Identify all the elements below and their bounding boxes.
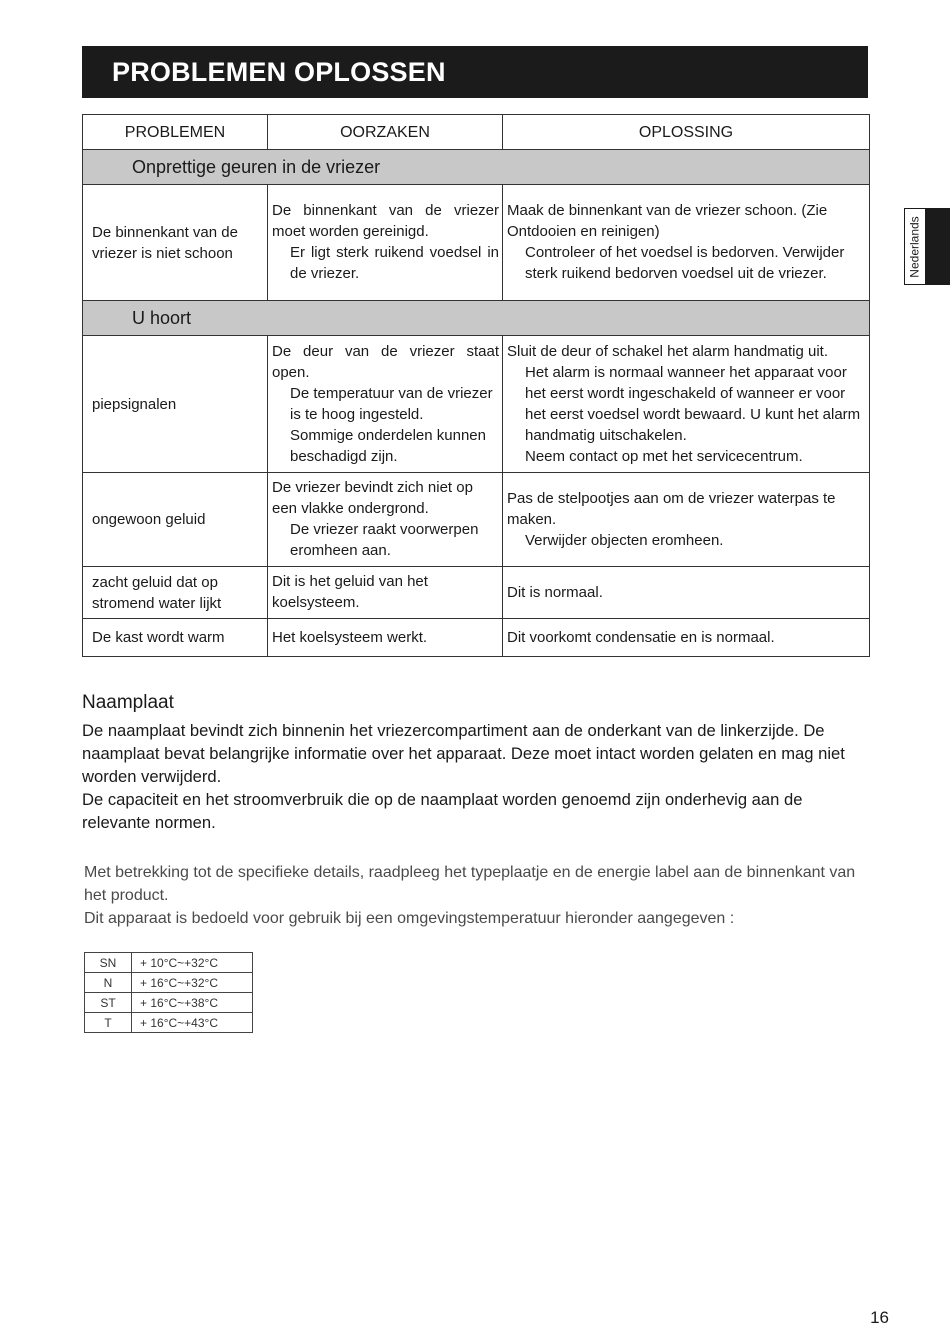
temperature-range: + 10°C~+32°C: [132, 953, 253, 973]
list-item: Neem contact op met het servicecentrum.: [525, 447, 803, 465]
table-row: [83, 567, 870, 619]
section-title: U hoort: [83, 301, 870, 336]
troubleshooting-table: [82, 114, 870, 657]
table-row: [85, 993, 253, 1013]
nameplate-paragraph: De capaciteit en het stroomverbruik die op de naamplaat worden genoemd zijn onderhevig aan de relevante normen.: [82, 790, 803, 832]
climate-class: T: [85, 1013, 132, 1033]
solution-cell: Sluit de deur of schakel het alarm handmatig uit. Het alarm is normaal wanneer het apparaat voor het eerst wordt ingeschakeld of wanneer er voor het eerst voedsel wordt bewaard. U kunt het alarm handmatig uitschakelen. Neem contact op met het servicecentrum.: [503, 336, 870, 473]
list-item: Er ligt sterk ruikend voedsel in de vriezer.: [290, 244, 499, 282]
temperature-range: + 16°C~+43°C: [132, 1013, 253, 1033]
problem-cell: De kast wordt warm: [83, 619, 268, 657]
table-row: [83, 619, 870, 657]
cause-cell: De vriezer bevindt zich niet op een vlakke ondergrond. De vriezer raakt voorwerpen eromheen aan.: [268, 473, 503, 567]
climate-class: SN: [85, 953, 132, 973]
solution-cell: Dit is normaal.: [503, 567, 870, 619]
cause-cell: De binnenkant van de vriezer moet worden gereinigd. Er ligt sterk ruikend voedsel in de vriezer.: [268, 185, 503, 301]
problem-cell: De binnenkant van de vriezer is niet schoon: [83, 185, 268, 301]
climate-class: N: [85, 973, 132, 993]
list-item: De temperatuur van de vriezer is te hoog ingesteld.: [290, 384, 493, 423]
solution-cell: Dit voorkomt condensatie en is normaal.: [503, 619, 870, 657]
page-title: PROBLEMEN OPLOSSEN: [112, 57, 446, 87]
nameplate-paragraph: De naamplaat bevindt zich binnenin het vriezercompartiment aan de onderkant van de linkerzijde. De naamplaat bevat belangrijke informatie over het apparaat. Deze moet intact worden gelaten en mag niet worden verwijderd.: [82, 721, 845, 786]
list-item: De vriezer raakt voorwerpen eromheen aan.: [290, 521, 479, 559]
column-header-solution: OPLOSSING: [503, 115, 870, 150]
problem-cell: zacht geluid dat op stromend water lijkt: [83, 567, 268, 619]
list-item: Het alarm is normaal wanneer het apparaat voor het eerst wordt ingeschakeld of wanneer er voor het eerst voedsel wordt bewaard. U kunt het alarm handmatig uitschakelen.: [525, 363, 861, 444]
list-item: Verwijder objecten eromheen.: [525, 531, 724, 549]
problem-cell: ongewoon geluid: [83, 473, 268, 567]
climate-class-table: [84, 952, 253, 1033]
table-row: [85, 973, 253, 993]
climate-class: ST: [85, 993, 132, 1013]
language-tab: [904, 208, 950, 285]
temperature-range: + 16°C~+32°C: [132, 973, 253, 993]
table-row: [83, 336, 870, 473]
temperature-range: + 16°C~+38°C: [132, 993, 253, 1013]
page-number: 16: [870, 1308, 889, 1327]
section-row: [83, 301, 870, 336]
cause-cell: Dit is het geluid van het koelsysteem.: [268, 567, 503, 619]
table-header-row: [83, 115, 870, 150]
list-item: Sommige onderdelen kunnen beschadigd zijn.: [290, 426, 486, 465]
table-row: [85, 1013, 253, 1033]
cause-cell: Het koelsysteem werkt.: [268, 619, 503, 657]
solution-cell: Maak de binnenkant van de vriezer schoon. (Zie Ontdooien en reinigen) Controleer of het voedsel is bedorven. Verwijder sterk ruikend bedorven voedsel uit de vriezer.: [503, 185, 870, 301]
cause-cell: De deur van de vriezer staat open. De temperatuur van de vriezer is te hoog ingesteld. Sommige onderdelen kunnen beschadigd zijn.: [268, 336, 503, 473]
list-item: Controleer of het voedsel is bedorven. Verwijder sterk ruikend bedorven voedsel uit de vriezer.: [525, 244, 845, 282]
table-row: [83, 185, 870, 301]
section-title: Onprettige geuren in de vriezer: [83, 150, 870, 185]
language-label: Nederlands: [908, 215, 922, 278]
solution-cell: Pas de stelpootjes aan om de vriezer waterpas te maken. Verwijder objecten eromheen.: [503, 473, 870, 567]
section-row: [83, 150, 870, 185]
column-header-problems: PROBLEMEN: [83, 115, 268, 150]
details-line: Dit apparaat is bedoeld voor gebruik bij een omgevingstemperatuur hieronder aangegeven :: [84, 910, 735, 927]
table-row: [83, 473, 870, 567]
column-header-causes: OORZAKEN: [268, 115, 503, 150]
details-text: [84, 861, 874, 930]
nameplate-heading: Naamplaat: [82, 692, 174, 713]
page-header: [82, 46, 868, 98]
problem-cell: piepsignalen: [83, 336, 268, 473]
table-row: [85, 953, 253, 973]
nameplate-section: [82, 691, 872, 834]
details-line: Met betrekking tot de specifieke details, raadpleeg het typeplaatje en de energie label aan de binnenkant van het product.: [84, 864, 856, 904]
